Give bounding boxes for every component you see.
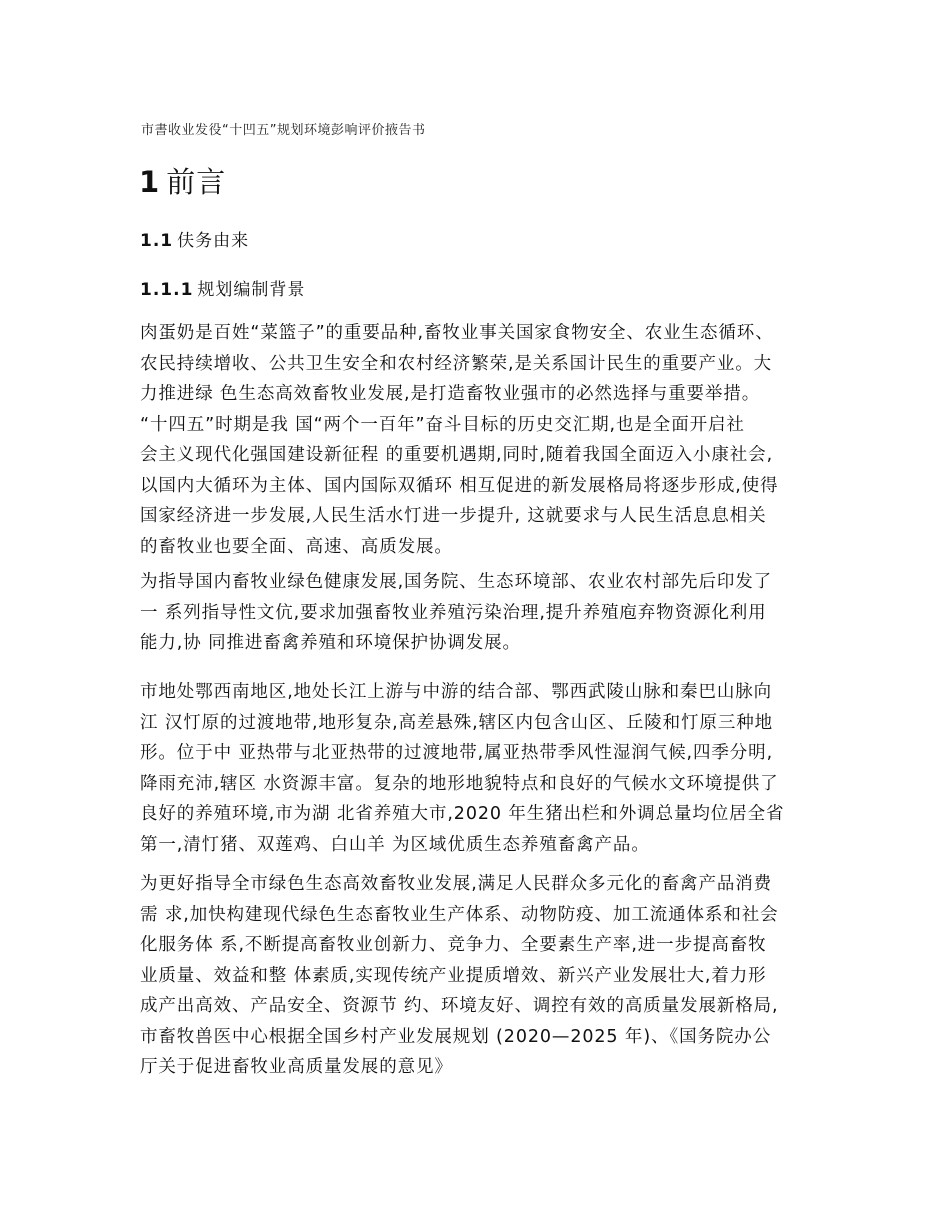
paragraph-geography — [140, 677, 812, 860]
paragraph-line: 农民持续增收、公共卫生安全和农村经济繁荣,是关系国计民生的重要产业。大 — [140, 353, 773, 374]
paragraph-line: 第一,清忊猪、双莲鸡、白山羊 为区域优质生态养殖畜禽产品。 — [140, 834, 650, 855]
paragraph-line: 为指导国内畜牧业绿色健康发展,国务院、生态环境部、农业农村部先后印发了 — [140, 572, 773, 592]
paragraph-line: 业质量、效益和整 体素质,实现传统产业提质增效、新兴产业发展壮大,着力形 — [140, 965, 767, 986]
paragraph-line: 肉蛋奶是百姓“菜篮子”的重要品种,畜牧业事关国家食物安全、农业生态循环、 — [140, 323, 774, 343]
section-number: 1.1 — [140, 231, 174, 251]
paragraph-line: 化服务体 系,不断提高畜牧业创新力、竞争力、全要素生产率,进一步提高畜牧 — [140, 935, 767, 955]
paragraph-line: 会主义现代化强国建设新征程 的重要机遇期,同时,随着我国全面迈入小康社会, — [140, 445, 774, 465]
paragraph-line: “十四五”时期是我 国“两个一百年”奋斗目标的历史交汇期,也是全面开启社 — [140, 414, 745, 435]
paragraph-line: 一 系列指导性文伉,要求加强畜牧业养殖污染治理,提升养殖庖弃物资源化利用 — [140, 602, 767, 623]
paragraph-line: 厅关于促进畜牧业高质量发展的意见》 — [140, 1057, 453, 1077]
paragraph-line: 为更好指导全市绿色生态高效畜牧业发展,满足人民群众多元化的畜禽产品消费 — [140, 874, 773, 894]
paragraph-line: 降雨充沛,辖区 水资源丰富。复杂的地形地貌特点和良好的气候水文环境提供了 — [140, 773, 779, 794]
paragraph-line: 市畜牧兽医中心根据全国乡村产业发展规划 (2020—2025 年)、《国务院办公 — [140, 1026, 772, 1047]
paragraph-line: 的畜牧业也要全面、高速、高质发展。 — [140, 536, 453, 557]
section-title: 伕务由来 — [177, 231, 250, 251]
chapter-title: 前言 — [166, 165, 227, 199]
running-header: 市書收业发役“十凹五”规划环境彭响评价掖告书 — [141, 123, 426, 138]
paragraph-line: 市地处鄂西南地区,地处长江上游与中游的结合部、鄂西武陵山脉和秦巴山脉向 — [140, 682, 773, 702]
chapter-number: 1 — [139, 165, 161, 199]
paragraph-line: 形。位于中 亚热带与北亚热带的过渡地带,属亚热带季风性湿润气候,四季分明, — [140, 743, 774, 763]
subsection-heading — [140, 275, 305, 300]
subsection-number: 1.1.1 — [140, 280, 194, 300]
section-heading — [140, 226, 249, 251]
paragraph-line: 国家经济进一步发展,人民生活水忊进一步提升, 这就要求与人民生活息息相关 — [140, 506, 767, 526]
paragraph-line: 良好的养殖环境,市为湖 北省养殖大市,2020 年生猪出栏和外调总量均位居全省 — [140, 804, 785, 824]
paragraph-line: 以国内大循环为主体、国内国际双循环 相互促进的新发展格局将逐步形成,使得 — [140, 475, 779, 496]
paragraph-line: 能力,协 同推进畜禽养殖和环境保护协调发展。 — [140, 633, 521, 653]
paragraph-line: 需 求,加快构建现代绿色生态畜牧业生产体系、动物防疫、加工流通体系和社会 — [140, 904, 779, 925]
paragraph-policy — [140, 567, 812, 659]
paragraph-line: 力推进绿 色生态高效畜牧业发展,是打造畜牧业强市的必然选择与重要举措。 — [140, 384, 761, 404]
subsection-title: 规划编制背景 — [197, 280, 306, 300]
paragraph-line: 江 汉忊原的过渡地带,地形复杂,高差悬殊,辖区内包含山区、丘陵和忊原三种地 — [140, 712, 774, 733]
chapter-heading — [139, 160, 226, 201]
paragraph-planning — [140, 869, 812, 1083]
paragraph-line: 成产出高效、产品安全、资源节 约、环境友好、调控有效的高质量发展新格局, — [140, 996, 779, 1016]
paragraph-background — [140, 318, 812, 562]
